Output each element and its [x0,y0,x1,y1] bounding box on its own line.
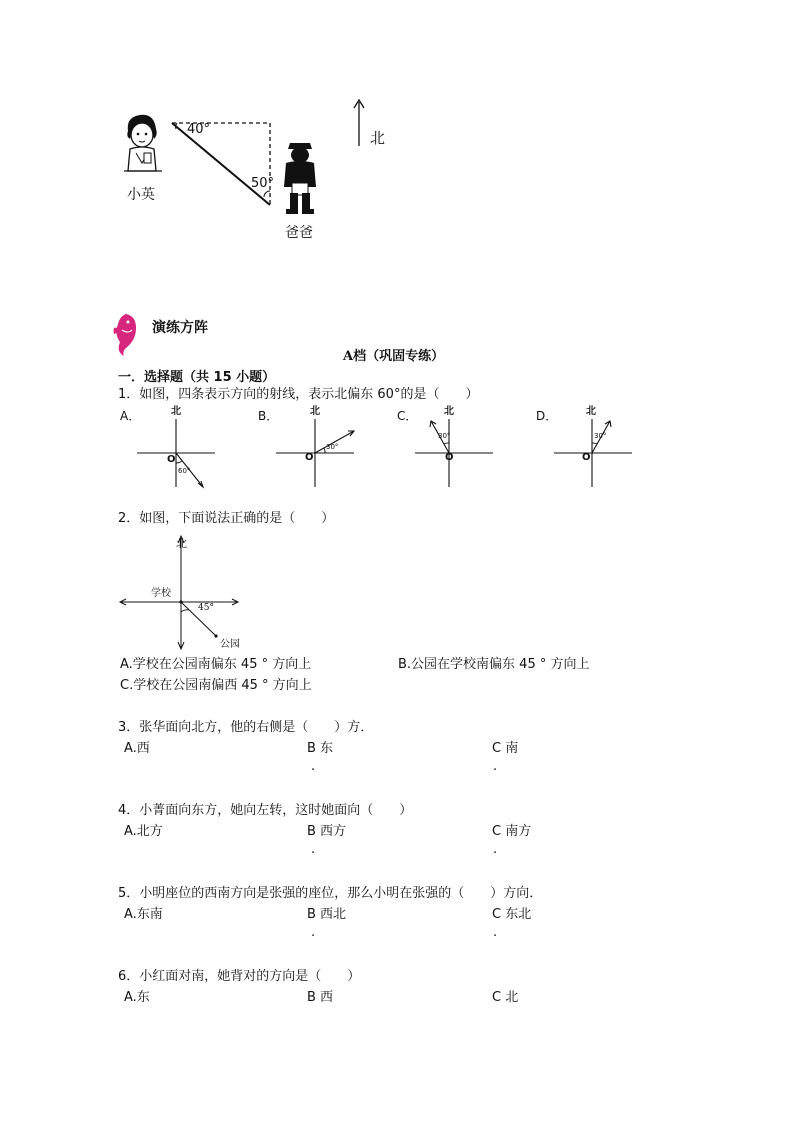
q1-option-d-o: O [582,452,591,463]
name-baba: 爸爸 [285,225,313,241]
name-xiaoying: 小英 [127,187,155,203]
q3-text: 3．张华面向北方，他的右侧是（ ）方． [118,720,374,735]
q1-option-c-angle: 30° [438,432,451,440]
north-label-top: 北 [370,129,386,147]
q1-option-c-letter[interactable]: C． [397,409,418,423]
q5-dot-b: . [311,925,316,940]
q2-text: 2．如图，下面说法正确的是（ ） [118,511,335,526]
q1-option-a-o: O [167,454,176,465]
north-arrow [352,98,366,148]
q4-dot-b: . [311,842,316,857]
q2-angle-label: 45° [198,603,214,613]
part-title: 一．选择题（共 15 小题） [118,370,276,385]
q2-park-label: 公园 [220,639,240,650]
q1-text: 1．如图，四条表示方向的射线，表示北偏东 60°的是（ ） [118,387,479,402]
q1-option-d-letter[interactable]: D． [536,409,558,423]
angle-50-label: 50° [251,176,275,191]
q4-option-b[interactable]: B 西方 [307,824,347,839]
q5-option-a[interactable]: A.东南 [124,907,163,922]
q1-option-c-north: 北 [444,406,454,417]
level-title: A档（巩固专练） [343,349,445,364]
q5-dot-c: . [493,925,498,940]
q5-option-c[interactable]: C 东北 [492,907,532,922]
q1-option-a-letter[interactable]: A． [120,409,141,423]
q4-dot-c: . [493,842,498,857]
q2-option-c[interactable]: C.学校在公园南偏西 45 ° 方向上 [120,678,312,693]
north-arrow-icon [352,98,366,148]
q3-dot-b: . [311,759,316,774]
q1-option-b-o: O [305,452,314,463]
q1-option-b-north: 北 [310,406,320,417]
q6-option-a[interactable]: A.东 [124,990,150,1005]
q5-option-b[interactable]: B 西北 [307,907,347,922]
dad-illustration [284,143,316,214]
q1-option-d-north: 北 [586,406,596,417]
q2-option-a[interactable]: A.学校在公园南偏东 45 ° 方向上 [120,657,312,672]
angle-40-label: 40° [187,122,211,137]
q1-option-b-angle: 30° [326,443,339,451]
q1-option-c-o: O [445,452,454,463]
q2-option-b[interactable]: B.公园在学校南偏东 45 ° 方向上 [398,657,590,672]
q1-option-c-figure[interactable] [413,405,495,491]
q5-text: 5．小明座位的西南方向是张强的座位，那么小明在张强的（ ）方向． [118,886,543,901]
section-title: 演练方阵 [152,320,208,336]
q2-school-label: 学校 [151,588,171,599]
q4-option-a[interactable]: A.北方 [124,824,163,839]
q1-option-a-north: 北 [171,406,181,417]
girl-illustration [124,115,162,171]
q3-dot-c: . [493,759,498,774]
q4-text: 4．小菁面向东方，她向左转，这时她面向（ ） [118,803,413,818]
q6-option-b[interactable]: B 西 [307,990,334,1005]
dolphin-logo-icon [112,312,140,356]
q1-option-a-angle: 60° [178,467,191,475]
q6-option-c[interactable]: C 北 [492,990,519,1005]
q4-option-c[interactable]: C 南方 [492,824,532,839]
q1-option-b-letter[interactable]: B． [258,409,279,423]
q2-north-label: 北 [176,537,187,550]
q3-option-a[interactable]: A.西 [124,741,150,756]
q6-text: 6．小红面对南，她背对的方向是（ ） [118,969,361,984]
q1-option-d-angle: 30° [594,432,607,440]
q3-option-c[interactable]: C 南 [492,741,519,756]
q3-option-b[interactable]: B 东 [307,741,334,756]
